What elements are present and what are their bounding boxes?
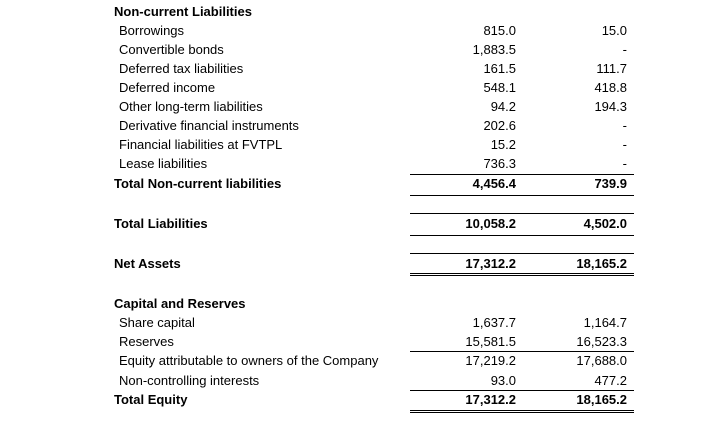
value-col-1: 15,581.5 <box>465 334 516 349</box>
total-value-col-1: 10,058.2 <box>465 216 516 231</box>
section-heading-capital <box>0 295 723 314</box>
value-col-1: 17,219.2 <box>465 353 516 368</box>
row-label: Borrowings <box>119 23 185 38</box>
value-col-2: - <box>622 137 627 152</box>
table-row <box>0 155 723 174</box>
value-col-2: - <box>622 118 627 133</box>
row-label: Deferred income <box>119 80 216 95</box>
table-row <box>0 98 723 117</box>
row-label: Financial liabilities at FVTPL <box>119 137 283 152</box>
value-col-2: 418.8 <box>594 80 627 95</box>
section-heading-noncurrent <box>0 3 723 22</box>
total-underline <box>410 235 524 236</box>
double-underline <box>410 273 524 274</box>
table-row <box>0 372 723 391</box>
total-value-col-2: 739.9 <box>594 176 627 191</box>
value-col-2: 15.0 <box>601 23 627 38</box>
total-row-noncurrent <box>0 175 723 194</box>
double-underline <box>410 412 524 413</box>
value-col-2: 16,523.3 <box>576 334 627 349</box>
table-row <box>0 117 723 136</box>
value-col-2: 477.2 <box>594 373 627 388</box>
total-label: Total Liabilities <box>114 216 208 231</box>
total-value-col-1: 17,312.2 <box>465 256 516 271</box>
value-col-2: 194.3 <box>594 99 627 114</box>
value-col-1: 1,637.7 <box>472 315 516 330</box>
total-row-equity <box>0 391 723 410</box>
row-label: Equity attributable to owners of the Company <box>119 353 379 368</box>
value-col-2: - <box>622 42 627 57</box>
value-col-2: 111.7 <box>596 61 627 76</box>
table-row <box>0 352 723 371</box>
double-underline <box>524 273 634 274</box>
row-label: Lease liabilities <box>119 156 208 171</box>
total-underline <box>524 195 634 196</box>
total-underline <box>410 195 524 196</box>
table-row <box>0 60 723 79</box>
double-underline <box>524 412 634 413</box>
total-value-col-1: 17,312.2 <box>465 392 516 407</box>
total-row-liabilities <box>0 215 723 234</box>
value-col-2: 17,688.0 <box>576 353 627 368</box>
table-row <box>0 41 723 60</box>
total-value-col-2: 18,165.2 <box>576 256 627 271</box>
value-col-1: 1,883.5 <box>472 42 516 57</box>
table-row <box>0 136 723 155</box>
total-value-col-2: 4,502.0 <box>583 216 627 231</box>
table-row <box>0 22 723 41</box>
row-label: Derivative financial instruments <box>119 118 299 133</box>
row-label: Reserves <box>119 334 174 349</box>
total-label: Net Assets <box>114 256 181 271</box>
total-value-col-2: 18,165.2 <box>576 392 627 407</box>
table-row <box>0 333 723 352</box>
total-underline <box>524 235 634 236</box>
value-col-1: 94.2 <box>490 99 516 114</box>
row-label: Other long-term liabilities <box>119 99 263 114</box>
value-col-1: 161.5 <box>483 61 516 76</box>
section-heading-label: Capital and Reserves <box>114 296 246 311</box>
row-label: Deferred tax liabilities <box>119 61 244 76</box>
value-col-1: 202.6 <box>483 118 516 133</box>
value-col-1: 548.1 <box>483 80 516 95</box>
table-row <box>0 79 723 98</box>
total-rule <box>410 253 524 254</box>
double-underline <box>410 275 524 276</box>
total-rule <box>524 213 634 214</box>
table-row <box>0 314 723 333</box>
total-rule <box>524 253 634 254</box>
row-label: Share capital <box>119 315 195 330</box>
double-underline <box>524 410 634 411</box>
row-label: Convertible bonds <box>119 42 224 57</box>
total-rule <box>410 213 524 214</box>
value-col-1: 15.2 <box>490 137 516 152</box>
total-value-col-1: 4,456.4 <box>472 176 516 191</box>
value-col-2: 1,164.7 <box>583 315 627 330</box>
double-underline <box>524 275 634 276</box>
total-label: Total Non-current liabilities <box>114 176 282 191</box>
value-col-1: 736.3 <box>483 156 516 171</box>
total-row-net-assets <box>0 255 723 274</box>
value-col-1: 815.0 <box>483 23 516 38</box>
value-col-2: - <box>622 156 627 171</box>
section-heading-label: Non-current Liabilities <box>114 4 252 19</box>
double-underline <box>410 410 524 411</box>
value-col-1: 93.0 <box>490 373 516 388</box>
row-label: Non-controlling interests <box>119 373 260 388</box>
total-label: Total Equity <box>114 392 188 407</box>
